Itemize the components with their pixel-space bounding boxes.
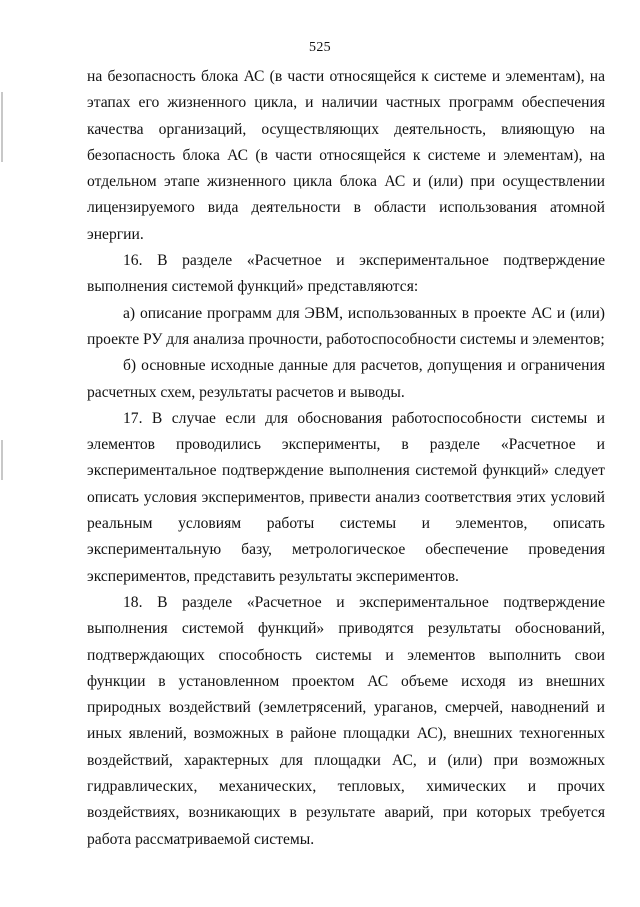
paragraph-17: 17. В случае если для обоснования работоспособности системы и элементов проводились эксперименты, в разделе «Расчетное и экспериментальное подтверждение выполнения системой функций» следует описать условия экспериментов, привести анализ соответствия этих условий реальным условиям работы системы и элементов, описать экспериментальную базу, метрологическое обеспечение проведения экспериментов, представить результаты экспериментов. [87,409,605,585]
document-body [87,64,605,853]
scan-margin-mark [1,440,3,480]
paragraph-16b: б) основные исходные данные для расчетов, допущения и ограничения расчетных схем, результаты расчетов и выводы. [87,357,605,401]
scan-margin-mark [1,92,3,162]
paragraph-18: 18. В разделе «Расчетное и экспериментальное подтверждение выполнения системой функций» приводятся результаты обоснований, подтверждающих способность системы и элементов выполнить свои функции в установленном проектом АС объеме исходя из внешних природных воздействий (землетрясений, ураганов, смерчей, наводнений и иных явлений, возможных в районе площадки АС), внешних техногенных воздействий, характерных для площадки АС, и (или) при возможных гидравлических, механических, тепловых, химических и прочих воздействиях, возникающих в результате аварий, при которых требуется работа рассматриваемой системы. [87,593,605,848]
paragraph-continuation: на безопасность блока АС (в части относящейся к системе и элементам), на этапах его жизненного цикла, и наличии частных программ обеспечения качества организаций, осуществляющих деятельность, влияющую на безопасность блока АС (в части относящейся к системе и элементам), на отдельном этапе жизненного цикла блока АС и (или) при осуществлении лицензируемого вида деятельности в области использования атомной энергии. [87,68,605,243]
paragraph-16: 16. В разделе «Расчетное и экспериментальное подтверждение выполнения системой функций» представляются: [87,252,605,296]
page-number: 525 [309,40,331,55]
paragraph-16a: а) описание программ для ЭВМ, использованных в проекте АС и (или) проекте РУ для анализа прочности, работоспособности системы и элементов; [87,304,605,348]
